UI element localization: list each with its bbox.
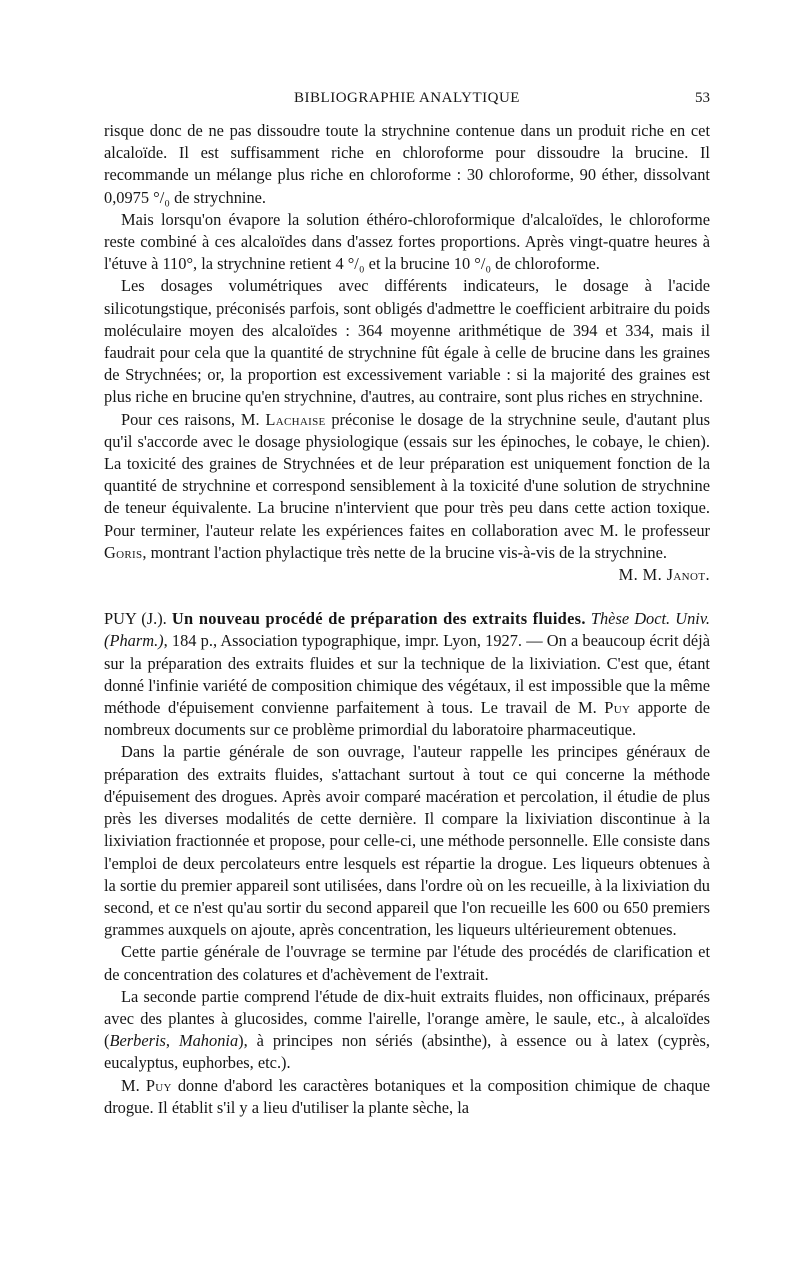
review-puy bbox=[104, 608, 710, 1119]
text-run: M. bbox=[121, 1075, 146, 1095]
reviewer-signature: M. M. Janot. bbox=[618, 565, 710, 585]
text-run: , montrant l'action phylactique très nette de la brucine vis-à-vis de la strychnine. bbox=[142, 542, 667, 562]
text-run: ), à principes non sériés (absinthe), à essence ou à latex (cyprès, eucalyptus, euphorbes, etc.). bbox=[104, 1031, 710, 1073]
text-run: , 184 p., Association typographique, impr. Lyon, 1927. — On a beaucoup écrit déjà sur la préparation des extraits fluides et sur la technique de la lixiviation. C'est que, étant donné l'infinie variété de composition chimique des végétaux, il est impossible que la même méthode d'épuisement convienne parfaitement à tous. Le travail de M. bbox=[104, 631, 710, 718]
text-run: , bbox=[165, 1031, 179, 1051]
paragraph: Les dosages volumétriques avec différents indicateurs, le dosage à l'acide silicotungstique, préconisés parfois, sont obligés d'admettre le coefficient arbitraire du poids moléculaire moyen des alcaloïdes : 364 moyenne arithmétique de 394 et 334, mais il faudrait pour cela que la quantité de strychnine fût égale à celle de brucine dans les graines de Strychnées; or, la proportion est excessivement variable : si la majorité des graines est plus riche en brucine qu'en strychnine, d'autres, au contraire, sont plus riches en strychnine. bbox=[104, 276, 710, 407]
paragraph bbox=[104, 1075, 710, 1119]
author: PUY (J.). bbox=[104, 609, 167, 629]
text-run: donne d'abord les caractères botaniques et la composition chimique de chaque drogue. Il établit s'il y a lieu d'utiliser la plante sèche, la bbox=[104, 1075, 710, 1117]
author-name: Lachaise bbox=[265, 409, 326, 429]
paragraph: Dans la partie générale de son ouvrage, l'auteur rappelle les principes généraux de préparation des extraits fluides, s'attachant surtout à tout ce qui concerne la méthode d'épuisement des drogues. Après avoir comparé macération et percolation, il étudie de plus près les diverses modalités de cette dernière. Il compare la lixiviation discontinue à la lixiviation fractionnée et propose, pour celle-ci, une méthode personnelle. Elle consiste dans l'emploi de deux percolateurs entre lesquels est répartie la drogue. Les liqueurs obtenues à la sortie du premier appareil sont utilisées, dans l'ordre où on les recueille, à la lixiviation du second, et ce n'est qu'au sortir du second appareil que l'on recueille les 600 ou 650 premiers grammes auxquels on ajoute, après concentration, les liqueurs ultérieurement obtenues. bbox=[104, 742, 710, 940]
page-body bbox=[104, 120, 710, 1119]
author-name: Puy bbox=[145, 1075, 172, 1095]
genus-name: Mahonia bbox=[178, 1031, 239, 1051]
author-name: Goris bbox=[104, 542, 143, 562]
paragraph: risque donc de ne pas dissoudre toute la strychnine contenue dans un produit riche en cet alcaloïde. Il est suffisamment riche en chloroforme pour dissoudre la brucine. Il recommande un mélange plus riche en chloroforme : 30 chloroforme, 90 éther, dissolvant 0,0975 °/₀ de strychnine. bbox=[104, 121, 710, 207]
author-name: Puy bbox=[604, 698, 631, 718]
page-number: 53 bbox=[695, 90, 710, 106]
faculty-label: (Pharm.) bbox=[104, 631, 164, 651]
article-title: Un nouveau procédé de préparation des extraits fluides. bbox=[171, 609, 586, 629]
paragraph bbox=[104, 986, 710, 1075]
review-lachaise bbox=[104, 120, 710, 586]
paragraph: Mais lorsqu'on évapore la solution éthéro-chloroformique d'alcaloïdes, le chloroforme reste combiné à ces alcaloïdes dans d'assez fortes proportions. Après vingt-quatre heures à l'étuve à 110°, la strychnine retient 4 °/₀ et la brucine 10 °/₀ de chloroforme. bbox=[104, 209, 710, 274]
text-run: préconise le dosage de la strychnine seule, d'autant plus qu'il s'accorde avec le dosage physiologique (essais sur les épinoches, le cobaye, le chien). La toxicité des graines de Strychnées et de leur préparation est uniquement fonction de la quantité de strychnine et correspond sensiblement à la toxicité d'une solution de strychnine de teneur équivalente. La brucine n'intervient que pour très peu dans cette action toxique. Pour terminer, l'auteur relate les expériences faites en collaboration avec M. le professeur bbox=[104, 409, 710, 540]
text-run: Pour ces raisons, M. bbox=[121, 409, 266, 429]
page-header bbox=[104, 90, 710, 112]
text-run: apporte de nombreux documents sur ce problème primordial du laboratoire pharmaceutique. bbox=[104, 698, 710, 740]
paragraph bbox=[104, 608, 710, 741]
signature-line bbox=[104, 564, 710, 586]
paragraph: Cette partie générale de l'ouvrage se termine par l'étude des procédés de clarification et de concentration des colatures et d'achèvement de l'extrait. bbox=[104, 942, 710, 984]
paragraph bbox=[104, 409, 710, 564]
running-title: BIBLIOGRAPHIE ANALYTIQUE bbox=[294, 90, 520, 106]
text-run: La seconde partie comprend l'étude de dix-huit extraits fluides, non officinaux, préparés avec des plantes à glucosides, comme l'airelle, l'orange amère, le saule, etc., à alcaloïdes ( bbox=[104, 986, 710, 1051]
genus-name: Berberis bbox=[109, 1031, 166, 1051]
thesis-label: Thèse Doct. Univ. bbox=[590, 609, 710, 629]
